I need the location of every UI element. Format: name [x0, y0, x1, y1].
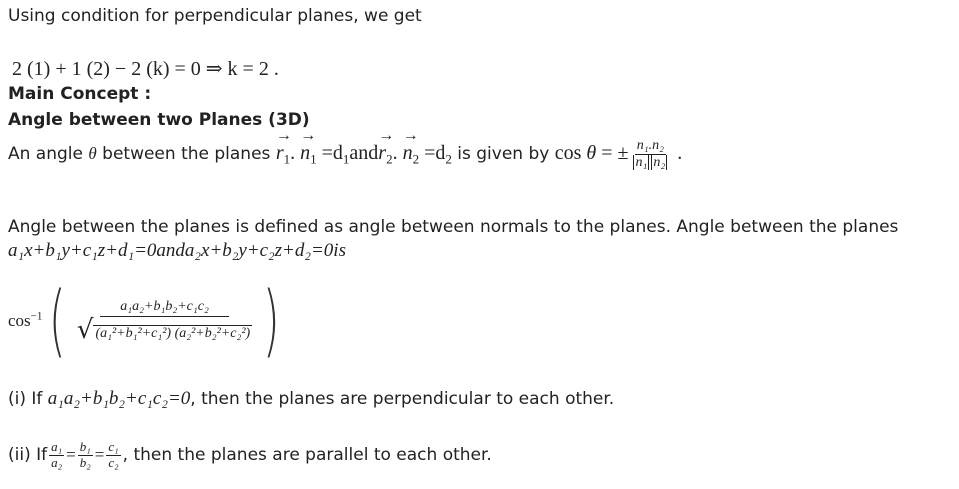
formula-denominator: √ (a₁²+b₁²+c₁²) (a₂²+b₂²+c₂²)	[76, 314, 251, 345]
given-by-text: is given by	[451, 144, 555, 165]
condition-parallel: (ii) If $\frac{\text{a₁}}{\text{a₂}}$ = $\frac{\text{b₁}}{\text{b₂}}$ = $\frac{\text{c₁}}{\text{c₂}}$ , then the planes are parallel to each other.	[8, 439, 492, 470]
ratio-a: $\frac{\text{a₁}}{\text{a₂}}$	[51, 439, 63, 470]
ratio-c: $\frac{\text{c₁}}{\text{c₂}}$	[108, 439, 119, 470]
condition-perpendicular: (i) If a₁a₂+b₁b₂+c₁c₂=0, then the planes are perpendicular to each other.	[8, 388, 615, 409]
cos-theta-fraction: $\frac{\text{n₁.n₂}}{\text{n₁ n₂}}$	[635, 138, 666, 171]
formula-numerator: a₁a₂+b₁b₂+c₁c₂	[100, 299, 229, 316]
arccos-label: $\cos^{-1}$	[8, 310, 43, 330]
normals-definition-text: Angle between the planes is defined as angle between normals to the planes. Angle between the planes	[8, 217, 899, 237]
theta-symbol: θ	[88, 144, 97, 164]
intro-text: Using condition for perpendicular planes, we get	[8, 6, 422, 26]
plane-equation-2: → $r_2$. → $n_2 =d_2$	[378, 142, 452, 164]
angle-text-mid: between the planes	[96, 144, 276, 165]
angle-formula	[8, 276, 287, 366]
angle-definition-line	[8, 138, 682, 171]
section-subheading: Angle between two Planes (3D)	[8, 110, 310, 130]
ratio-b: $\frac{\text{b₁}}{\text{b₂}}$	[79, 439, 91, 470]
main-concept-heading: Main Concept :	[8, 84, 152, 104]
left-paren: (	[49, 276, 67, 366]
angle-formula-fraction	[75, 299, 254, 345]
cos-theta-formula: cos θ = ± $\frac{\text{n₁.n₂}}{\text{n₁ n₂}}$ .	[554, 138, 683, 171]
right-paren: )	[263, 276, 280, 366]
general-planes-equation: a₁x+b₁y+c₁z+d₁=0anda₂x+b₂y+c₂z+d₂=0is	[8, 240, 346, 261]
plane-equation-1: → $r_1$. → $n_1 =d_1and$	[276, 142, 378, 164]
angle-text-pre: An angle	[8, 144, 89, 165]
perpendicular-condition-equation: 2 (1) + 1 (2) − 2 (k) = 0 ⇒ k = 2 .	[12, 58, 279, 80]
